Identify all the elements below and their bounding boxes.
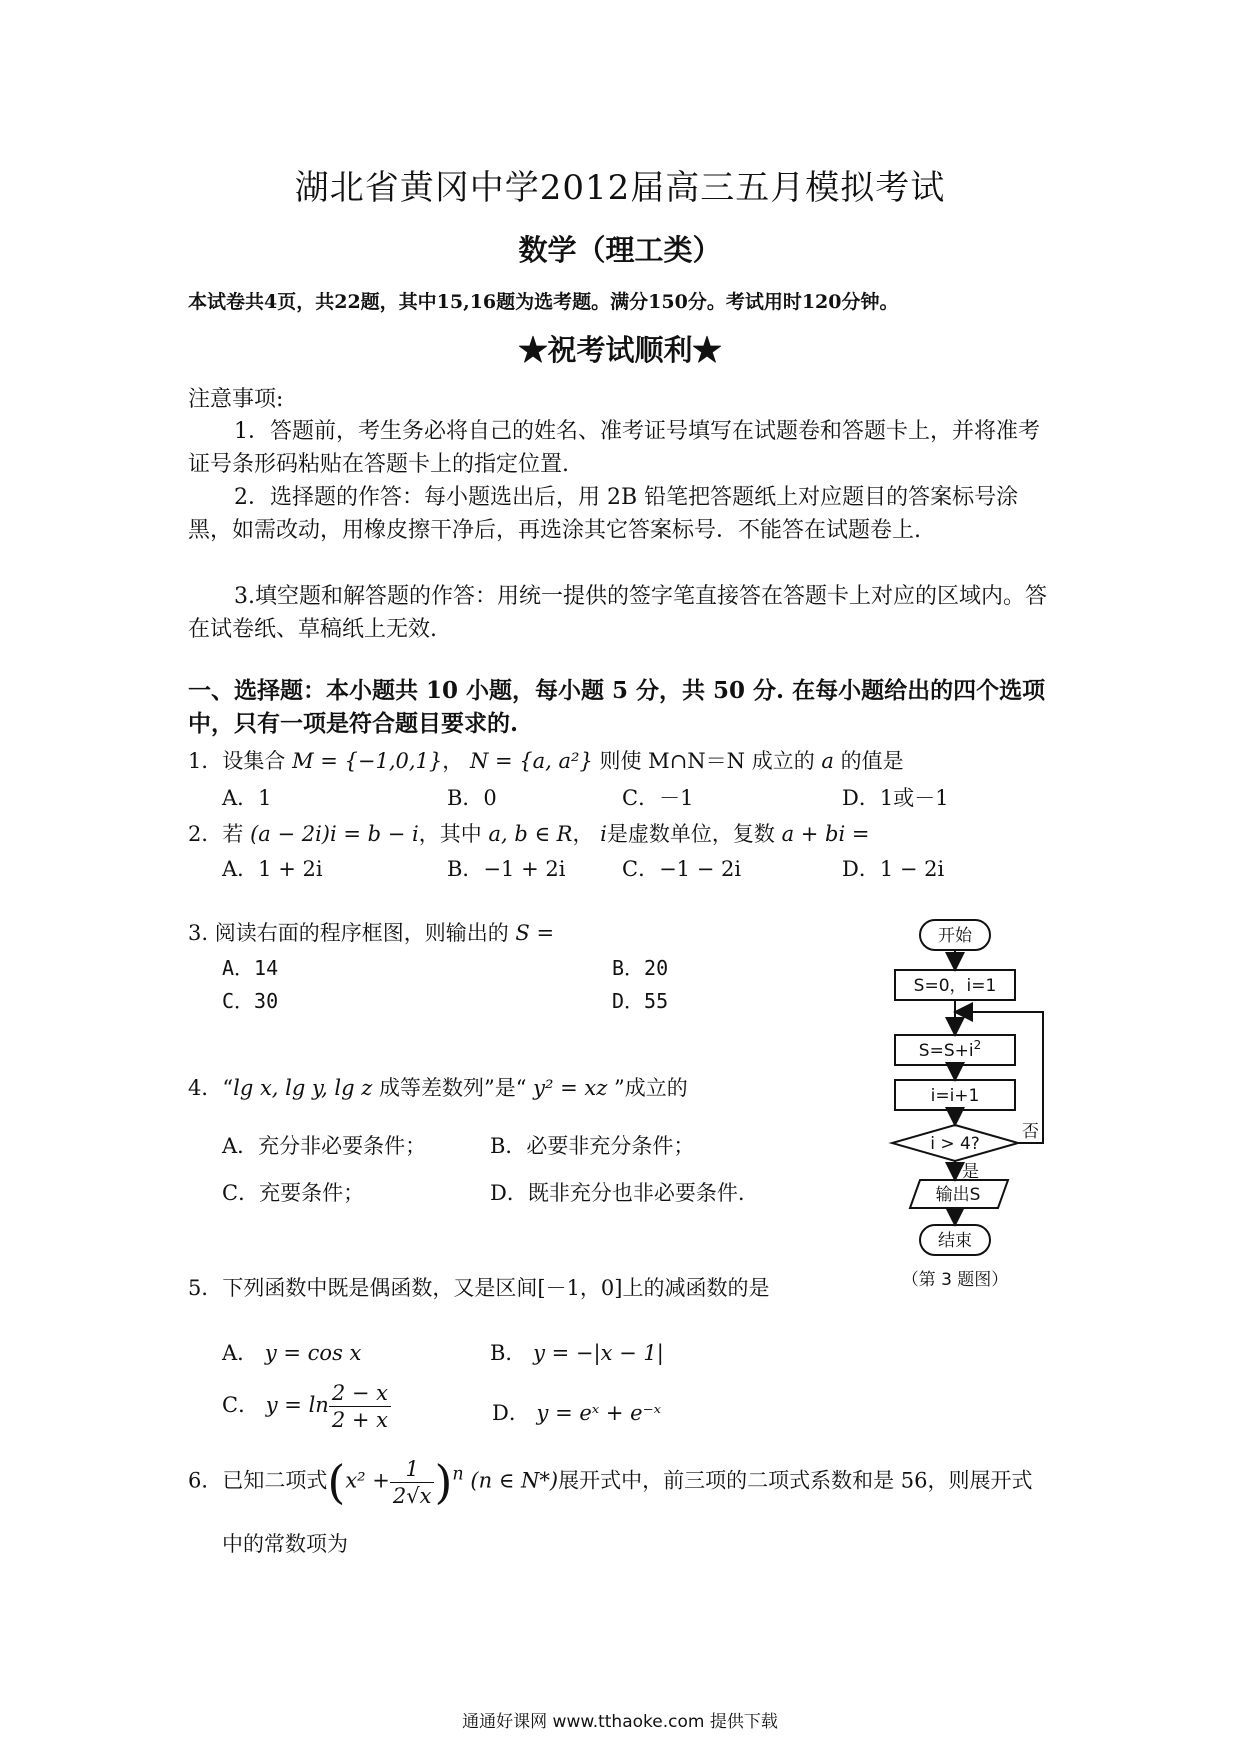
question-5 <box>188 1272 769 1302</box>
page-title: 湖北省黄冈中学2012届高三五月模拟考试 <box>294 168 946 208</box>
flowchart-step1-label: $S=S+i^2$ <box>918 1038 982 1061</box>
math-expression: M = {−1,0,1} <box>292 749 443 773</box>
option-a <box>222 1337 361 1367</box>
option-c: C．30 <box>222 989 279 1013</box>
math-expression: y = −|x − 1| <box>533 1341 664 1365</box>
math-variable: i <box>600 822 607 846</box>
option-d: D．既非充分也非必要条件. <box>490 1181 745 1205</box>
math-expression: x² + <box>345 1468 390 1493</box>
math-expression: y = eˣ + e⁻ˣ <box>536 1401 662 1425</box>
section-heading: 一、选择题：本小题共 10 小题，每小题 5 分，共 50 分. 在每小题给出的四个选项中，只有一项是符合题目要求的. <box>188 677 1046 737</box>
flowchart <box>880 915 1080 1290</box>
question-text: 已知二项式 <box>222 1468 328 1493</box>
paren: ( <box>327 1455 346 1509</box>
option-a: A．1 + 2i <box>222 857 323 881</box>
option-a: A．1 <box>222 786 272 810</box>
flowchart-caption: （第 3 题图） <box>901 1270 1009 1290</box>
option-b: B．0 <box>447 786 497 810</box>
math-expression: S = <box>515 921 555 945</box>
question-text: 设集合 <box>222 749 286 773</box>
question-text: ”成立的 <box>614 1076 688 1100</box>
flowchart-condition-label: i > 4? <box>930 1134 980 1154</box>
flowchart-no-label: 否 <box>1022 1122 1039 1142</box>
question-4 <box>188 1072 688 1102</box>
question-1 <box>188 745 904 775</box>
option-c <box>222 1380 391 1433</box>
question-text: “ <box>222 1076 234 1100</box>
math-expression: a + bi = <box>781 822 870 846</box>
question-number: 3. <box>188 921 209 945</box>
question-text: 展开式中，前三项的二项式系数和是 56，则展开式 <box>558 1468 1033 1493</box>
option-c: C．充要条件； <box>222 1181 365 1205</box>
footer: 通通好课网 www.tthaoke.com 提供下载 <box>462 1712 778 1732</box>
question-number: 6． <box>188 1468 223 1493</box>
option-a: A．充分非必要条件； <box>222 1134 427 1158</box>
option-label: A． <box>222 1341 259 1365</box>
option-c: C．−1 − 2i <box>622 857 742 881</box>
math-expression: lg x, lg y, lg z <box>233 1076 373 1100</box>
math-exponent: n <box>452 1464 464 1485</box>
question-text: 的值是 <box>840 749 904 773</box>
question-text: 阅读右面的程序框图，则输出的 <box>214 921 509 945</box>
fraction <box>329 1380 391 1433</box>
question-6 <box>188 1455 1032 1509</box>
blessing: ★祝考试顺利★ <box>518 333 722 367</box>
question-number: 5． <box>188 1276 223 1300</box>
paren: ) <box>434 1455 453 1509</box>
math-expression: N = {a, a²} <box>469 749 593 773</box>
question-text: ， <box>572 822 594 846</box>
exam-info: 本试卷共4页，共22题，其中15,16题为选考题。满分150分。考试用时120分钟。 <box>188 291 899 313</box>
fraction-denominator: 2 + x <box>331 1408 388 1432</box>
question-6-continued: 中的常数项为 <box>222 1532 348 1556</box>
math-expression: y = cos x <box>264 1341 362 1365</box>
notice-heading: 注意事项: <box>188 387 284 412</box>
question-text: 则使 M∩N＝N 成立的 <box>599 749 815 773</box>
question-text: 是虚数单位，复数 <box>606 822 775 846</box>
question-text: ，其中 <box>418 822 482 846</box>
option-c: C．－1 <box>622 786 694 810</box>
option-b: B．必要非充分条件； <box>490 1134 695 1158</box>
fraction-denominator: 2√x <box>392 1483 432 1508</box>
flowchart-output-label: 输出S <box>935 1185 981 1205</box>
option-d <box>492 1397 661 1427</box>
question-2 <box>188 818 869 848</box>
option-d: D．1或－1 <box>842 786 949 810</box>
question-text: 成等差数列”是“ <box>379 1076 527 1100</box>
fraction-numerator: 1 <box>390 1456 435 1483</box>
flowchart-init-label: S=0，i=1 <box>913 976 997 996</box>
math-variable: a <box>821 749 834 773</box>
fraction <box>390 1456 435 1509</box>
flowchart-step2-label: i=i+1 <box>930 1086 980 1106</box>
question-number: 1． <box>188 749 223 773</box>
notice-item-2: 2．选择题的作答：每小题选出后，用 2B 铅笔把答题纸上对应题目的答案标号涂黑，如需改动，用橡皮擦干净后，再选涂其它答案标号．不能答在试题卷上. <box>188 485 1019 543</box>
question-text: 若 <box>222 822 244 846</box>
option-b: B．−1 + 2i <box>447 857 566 881</box>
flowchart-end-label: 结束 <box>938 1231 972 1251</box>
option-label: D． <box>492 1401 530 1425</box>
flowchart-start-label: 开始 <box>938 926 972 946</box>
option-a: A．14 <box>222 956 279 980</box>
option-label: C． <box>222 1393 260 1417</box>
option-d: D．55 <box>612 989 669 1013</box>
math-expression: y = ln <box>265 1393 329 1417</box>
notice-item-1: 1．答题前，考生务必将自己的姓名、准考证号填写在试题卷和答题卡上，并将准考证号条形码粘贴在答题卡上的指定位置. <box>188 419 1040 477</box>
question-3 <box>188 917 554 947</box>
math-expression: (a − 2i)i = b − i <box>250 822 419 846</box>
option-b: B．20 <box>612 956 669 980</box>
option-d: D．1 − 2i <box>842 857 945 881</box>
math-expression: y² = xz <box>533 1076 608 1100</box>
notice-item-3: 3.填空题和解答题的作答：用统一提供的签字笔直接答在答题卡上对应的区域内。答在试卷纸、草稿纸上无效. <box>188 584 1047 642</box>
subject-title: 数学（理工类） <box>518 233 722 267</box>
question-text: ， <box>442 749 464 773</box>
question-text: 下列函数中既是偶函数，又是区间[－1，0]上的减函数的是 <box>222 1276 770 1300</box>
option-b <box>490 1337 664 1367</box>
math-expression: a, b ∈ R <box>488 822 573 846</box>
option-label: B． <box>490 1341 527 1365</box>
question-number: 4． <box>188 1076 223 1100</box>
fraction-numerator: 2 − x <box>329 1380 391 1407</box>
math-expression: (n ∈ N*) <box>470 1468 559 1493</box>
question-number: 2． <box>188 822 223 846</box>
flowchart-yes-label: 是 <box>962 1162 979 1182</box>
